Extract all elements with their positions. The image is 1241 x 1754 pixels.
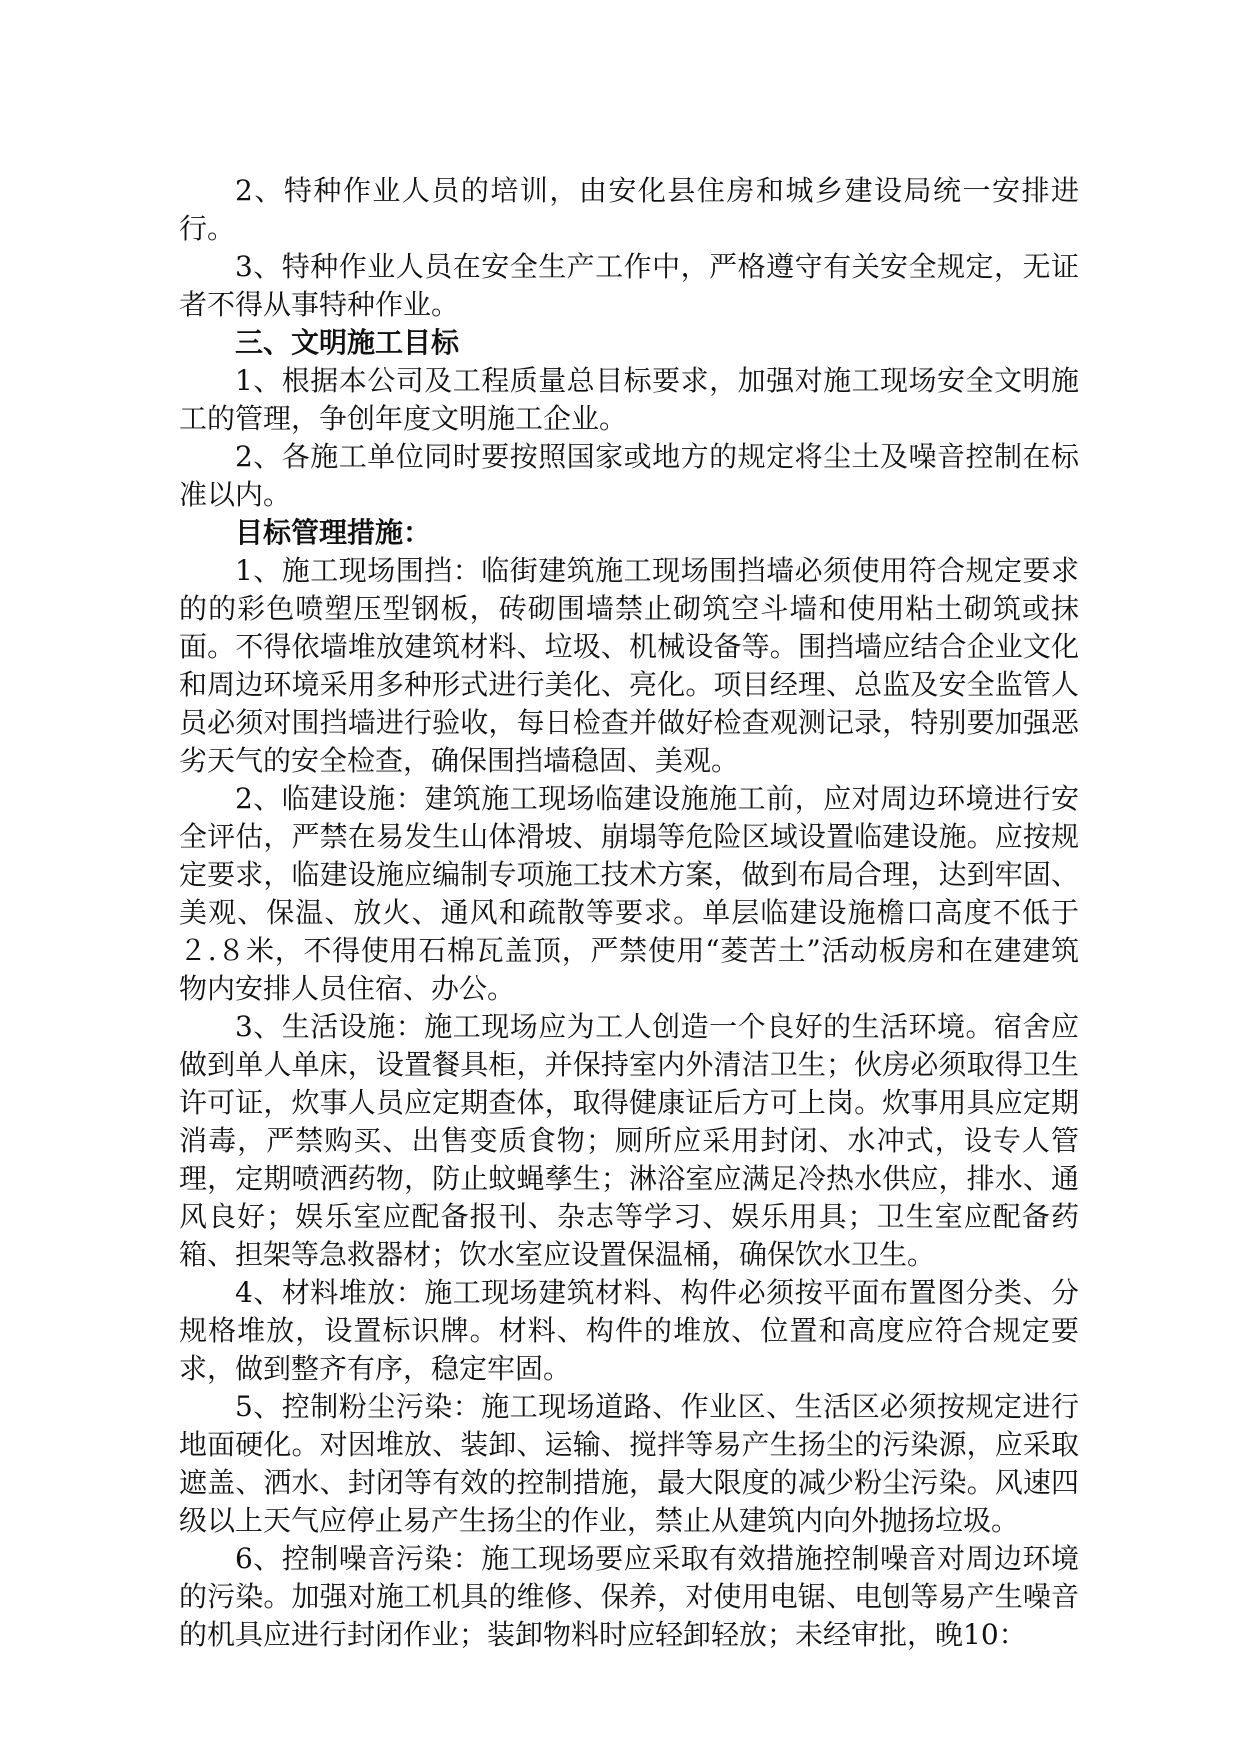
paragraph-enclosure: 1、施工现场围挡：临街建筑施工现场围挡墙必须使用符合规定要求的的彩色喷塑压型钢板，砖砌围墙禁止砌筑空斗墙和使用粘土砌筑或抹面。不得依墙堆放建筑材料、垃圾、机械设备等。围挡墙应结合企业文化和周边环境采用多种形式进行美化、亮化。项目经理、总监及安全监管人员必须对围挡墙进行验收，每日检查并做好检查观测记录，特别要加强恶劣天气的安全检查，确保围挡墙稳固、美观。 — [179, 554, 1079, 777]
paragraph-living-facilities: 3、生活设施：施工现场应为工人创造一个良好的生活环境。宿舍应做到单人单床，设置餐具柜，并保持室内外清洁卫生；伙房必须取得卫生许可证，炊事人员应定期查体，取得健康证后方可上岗。炊事用具应定期消毒，严禁购买、出售变质食物；厕所应采用封闭、水冲式，设专人管理，定期喷洒药物，防止蚊蝇孳生；淋浴室应满足冷热水供应，排水、通风良好；娱乐室应配备报刊、杂志等学习、娱乐用具；卫生室应配备药箱、担架等急救器材；饮水室应设置保温桶，确保饮水卫生。 — [179, 1010, 1079, 1271]
document-body — [179, 172, 1079, 1654]
paragraph-temporary-facilities: 2、临建设施：建筑施工现场临建设施施工前，应对周边环境进行安全评估，严禁在易发生山体滑坡、崩塌等危险区域设置临建设施。应按规定要求，临建设施应编制专项施工技术方案，做到布局合理，达到牢固、美观、保温、放火、通风和疏散等要求。单层临建设施檐口高度不低于２.８米，不得使用石棉瓦盖顶，严禁使用“菱苦土”活动板房和在建建筑物内安排人员住宿、办公。 — [179, 782, 1079, 1005]
paragraph-dust-control: 5、控制粉尘污染：施工现场道路、作业区、生活区必须按规定进行地面硬化。对因堆放、装卸、运输、搅拌等易产生扬尘的污染源，应采取遮盖、洒水、封闭等有效的控制措施，最大限度的减少粉尘污染。风速四级以上天气应停止易产生扬尘的作业，禁止从建筑内向外抛扬垃圾。 — [179, 1390, 1079, 1537]
paragraph-special-workers: 3、特种作业人员在安全生产工作中，严格遵守有关安全规定，无证者不得从事特种作业。 — [179, 250, 1079, 321]
paragraph-goal-1: 1、根据本公司及工程质量总目标要求，加强对施工现场安全文明施工的管理，争创年度文明施工企业。 — [179, 364, 1079, 435]
section-heading-civilized-construction: 三、文明施工目标 — [235, 326, 460, 359]
paragraph-noise-control: 6、控制噪音污染：施工现场要应采取有效措施控制噪音对周边环境的污染。加强对施工机具的维修、保养，对使用电锯、电刨等易产生噪音的机具应进行封闭作业；装卸物料时应轻卸轻放；未经审批，晚10： — [179, 1542, 1079, 1651]
paragraph-training: 2、特种作业人员的培训，由安化县住房和城乡建设局统一安排进行。 — [179, 174, 1079, 245]
paragraph-goal-2: 2、各施工单位同时要按照国家或地方的规定将尘土及噪音控制在标准以内。 — [179, 440, 1079, 511]
paragraph-material-stacking: 4、材料堆放：施工现场建筑材料、构件必须按平面布置图分类、分规格堆放，设置标识牌。材料、构件的堆放、位置和高度应符合规定要求，做到整齐有序，稳定牢固。 — [179, 1276, 1079, 1385]
subheading-management-measures: 目标管理措施： — [235, 516, 432, 549]
